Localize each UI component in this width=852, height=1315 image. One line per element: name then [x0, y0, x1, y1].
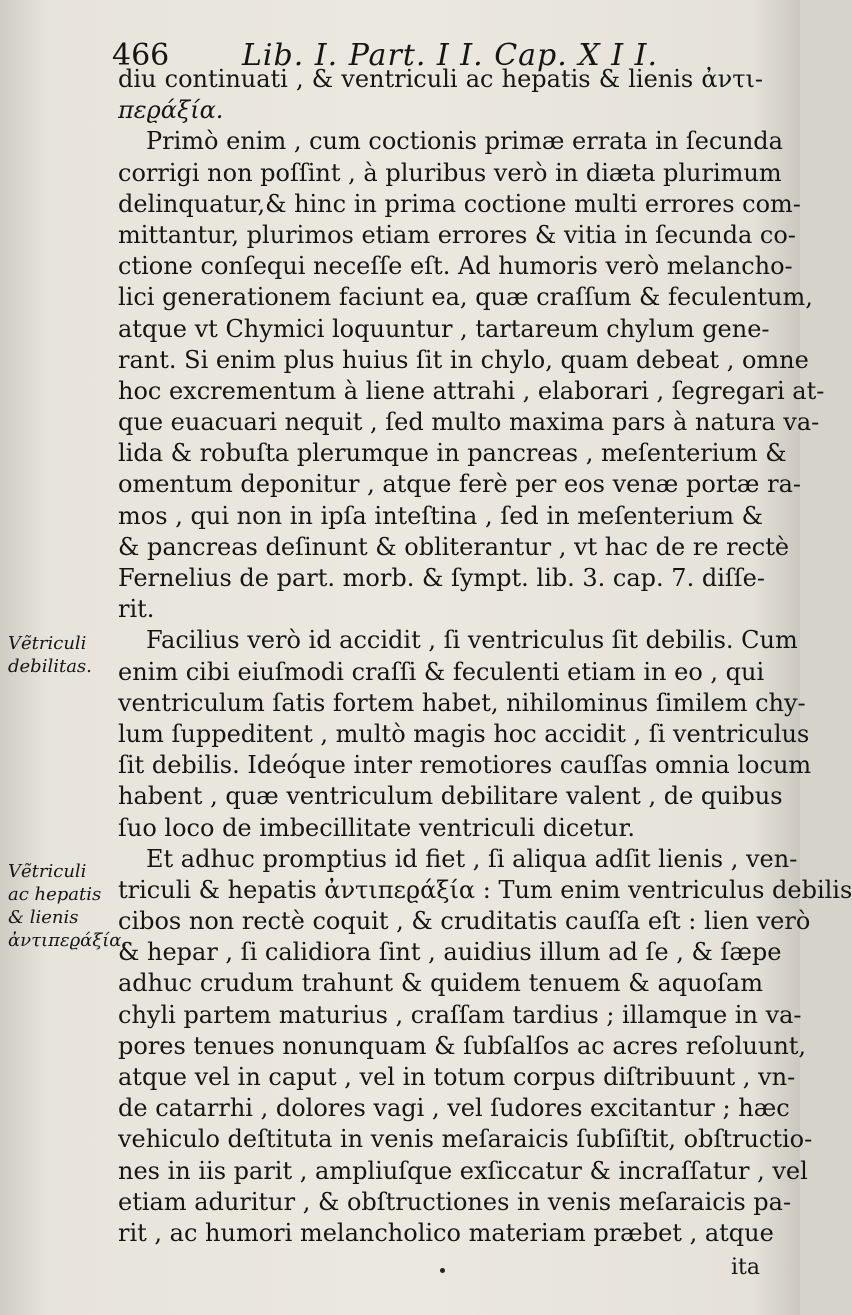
text-line: rant. Si enim plus huius ſit in chylo, quam debeat , omne: [118, 345, 809, 374]
text-line: corrigi non poſſint , à pluribus verò in diæta plurimum: [118, 158, 782, 187]
text-line: lici generationem faciunt ea, quæ craſſum & feculentum,: [118, 283, 813, 312]
text-line: de catarrhi , dolores vagi , vel ſudores excitantur ; hæc: [118, 1094, 790, 1123]
text-line: lum ſuppeditent , multò magis hoc accidit , ſi ventriculus: [118, 719, 810, 748]
text-line: ventriculum ſatis fortem habet, nihilominus ſimilem chy-: [118, 688, 806, 717]
text-line: delinquatur,& hinc in prima coctione multi errores com-: [118, 189, 801, 218]
text-line: que euacuari nequit , ſed multo maxima pars à natura va-: [118, 408, 820, 437]
text-line: ſit debilis. Ideóque inter remotiores cauſſas omnia locum: [118, 751, 812, 780]
text-line: nes in iis parit , ampliuſque exſiccatur & incraſſatur , vel: [118, 1156, 808, 1185]
text-line: Facilius verò id accidit , ſi ventriculus ſit debilis. Cum: [146, 626, 798, 655]
text-line: & pancreas deſinunt & obliterantur , vt hac de re rectè: [118, 532, 790, 561]
text-line: chyli partem maturius , craſſam tardius ; illamque in va-: [118, 1000, 802, 1029]
text-line: adhuc crudum trahunt & quidem tenuem & aquoſam: [118, 969, 763, 998]
text-line: diu continuati , & ventriculi ac hepatis & lienis ἀντι-: [118, 65, 763, 93]
text-line: rit , ac humori melancholico materiam præbet , atque: [118, 1218, 774, 1247]
text-line: & hepar , ſi calidiora ſint , auidius illum ad ſe , & ſæpe: [118, 938, 782, 967]
text-line: enim cibi eiuſmodi craſſi & feculenti etiam in eo , qui: [118, 657, 765, 686]
text-line: etiam aduritur , & obſtructiones in venis meſaraicis pa-: [118, 1187, 792, 1216]
text-line: vehiculo deſtituta in venis meſaraicis ſubſiſtit, obſtructio-: [118, 1125, 813, 1154]
text-line: ctione conſequi neceſſe eſt. Ad humoris verò melancho-: [118, 252, 793, 281]
page-number: 466: [112, 38, 170, 73]
text-line: Fernelius de part. morb. & ſympt. lib. 3. cap. 7. diſſe-: [118, 564, 765, 592]
text-line: πεϱάξία.: [118, 96, 224, 125]
text-line: cibos non rectè coquit , & cruditatis cauſſa eſt : lien verò: [118, 907, 811, 936]
body-text: [118, 64, 852, 1249]
text-line: Et adhuc promptius id fiet , ſi aliqua adſit lienis , ven-: [146, 844, 798, 873]
text-line: hoc excrementum à liene attrahi , elaborari , ſegregari at-: [118, 376, 825, 405]
text-line: rit.: [118, 595, 155, 624]
text-line: atque vel in caput , vel in totum corpus diſtribuunt , vn-: [118, 1063, 796, 1091]
text-line: omentum deponitur , atque ferè per eos venæ portæ ra-: [118, 470, 802, 499]
text-line: Primò enim , cum coctionis primæ errata in ſecunda: [146, 127, 783, 156]
text-line: pores tenues nonunquam & ſubſalſos ac acres reſoluunt,: [118, 1031, 807, 1060]
margin-note-antiperistasis: Vẽtriculi ac hepatis & lienis ἀντιπεϱάξία.: [8, 861, 128, 951]
running-head: Lib. I. Part. I I. Cap. X I I.: [242, 38, 659, 73]
catchword: ita: [731, 1255, 760, 1280]
text-line: triculi & hepatis ἀντιπεϱάξία : Tum enim ventriculus debilis: [118, 875, 852, 904]
page-dot: [440, 1268, 445, 1273]
text-line: atque vt Chymici loquuntur , tartareum chylum gene-: [118, 314, 770, 343]
text-line: habent , quæ ventriculum debilitare valent , de quibus: [118, 782, 783, 811]
text-line: lida & robuſta plerumque in pancreas , meſenterium &: [118, 439, 787, 468]
text-line: ſuo loco de imbecillitate ventriculi dicetur.: [118, 813, 635, 842]
margin-note-ventriculi-debilitas: Vẽtriculi debilitas.: [8, 633, 92, 677]
text-line: mittantur, plurimos etiam errores & vitia in ſecunda co-: [118, 220, 796, 249]
text-line: mos , qui non in ipſa inteſtina , ſed in meſenterium &: [118, 501, 763, 530]
